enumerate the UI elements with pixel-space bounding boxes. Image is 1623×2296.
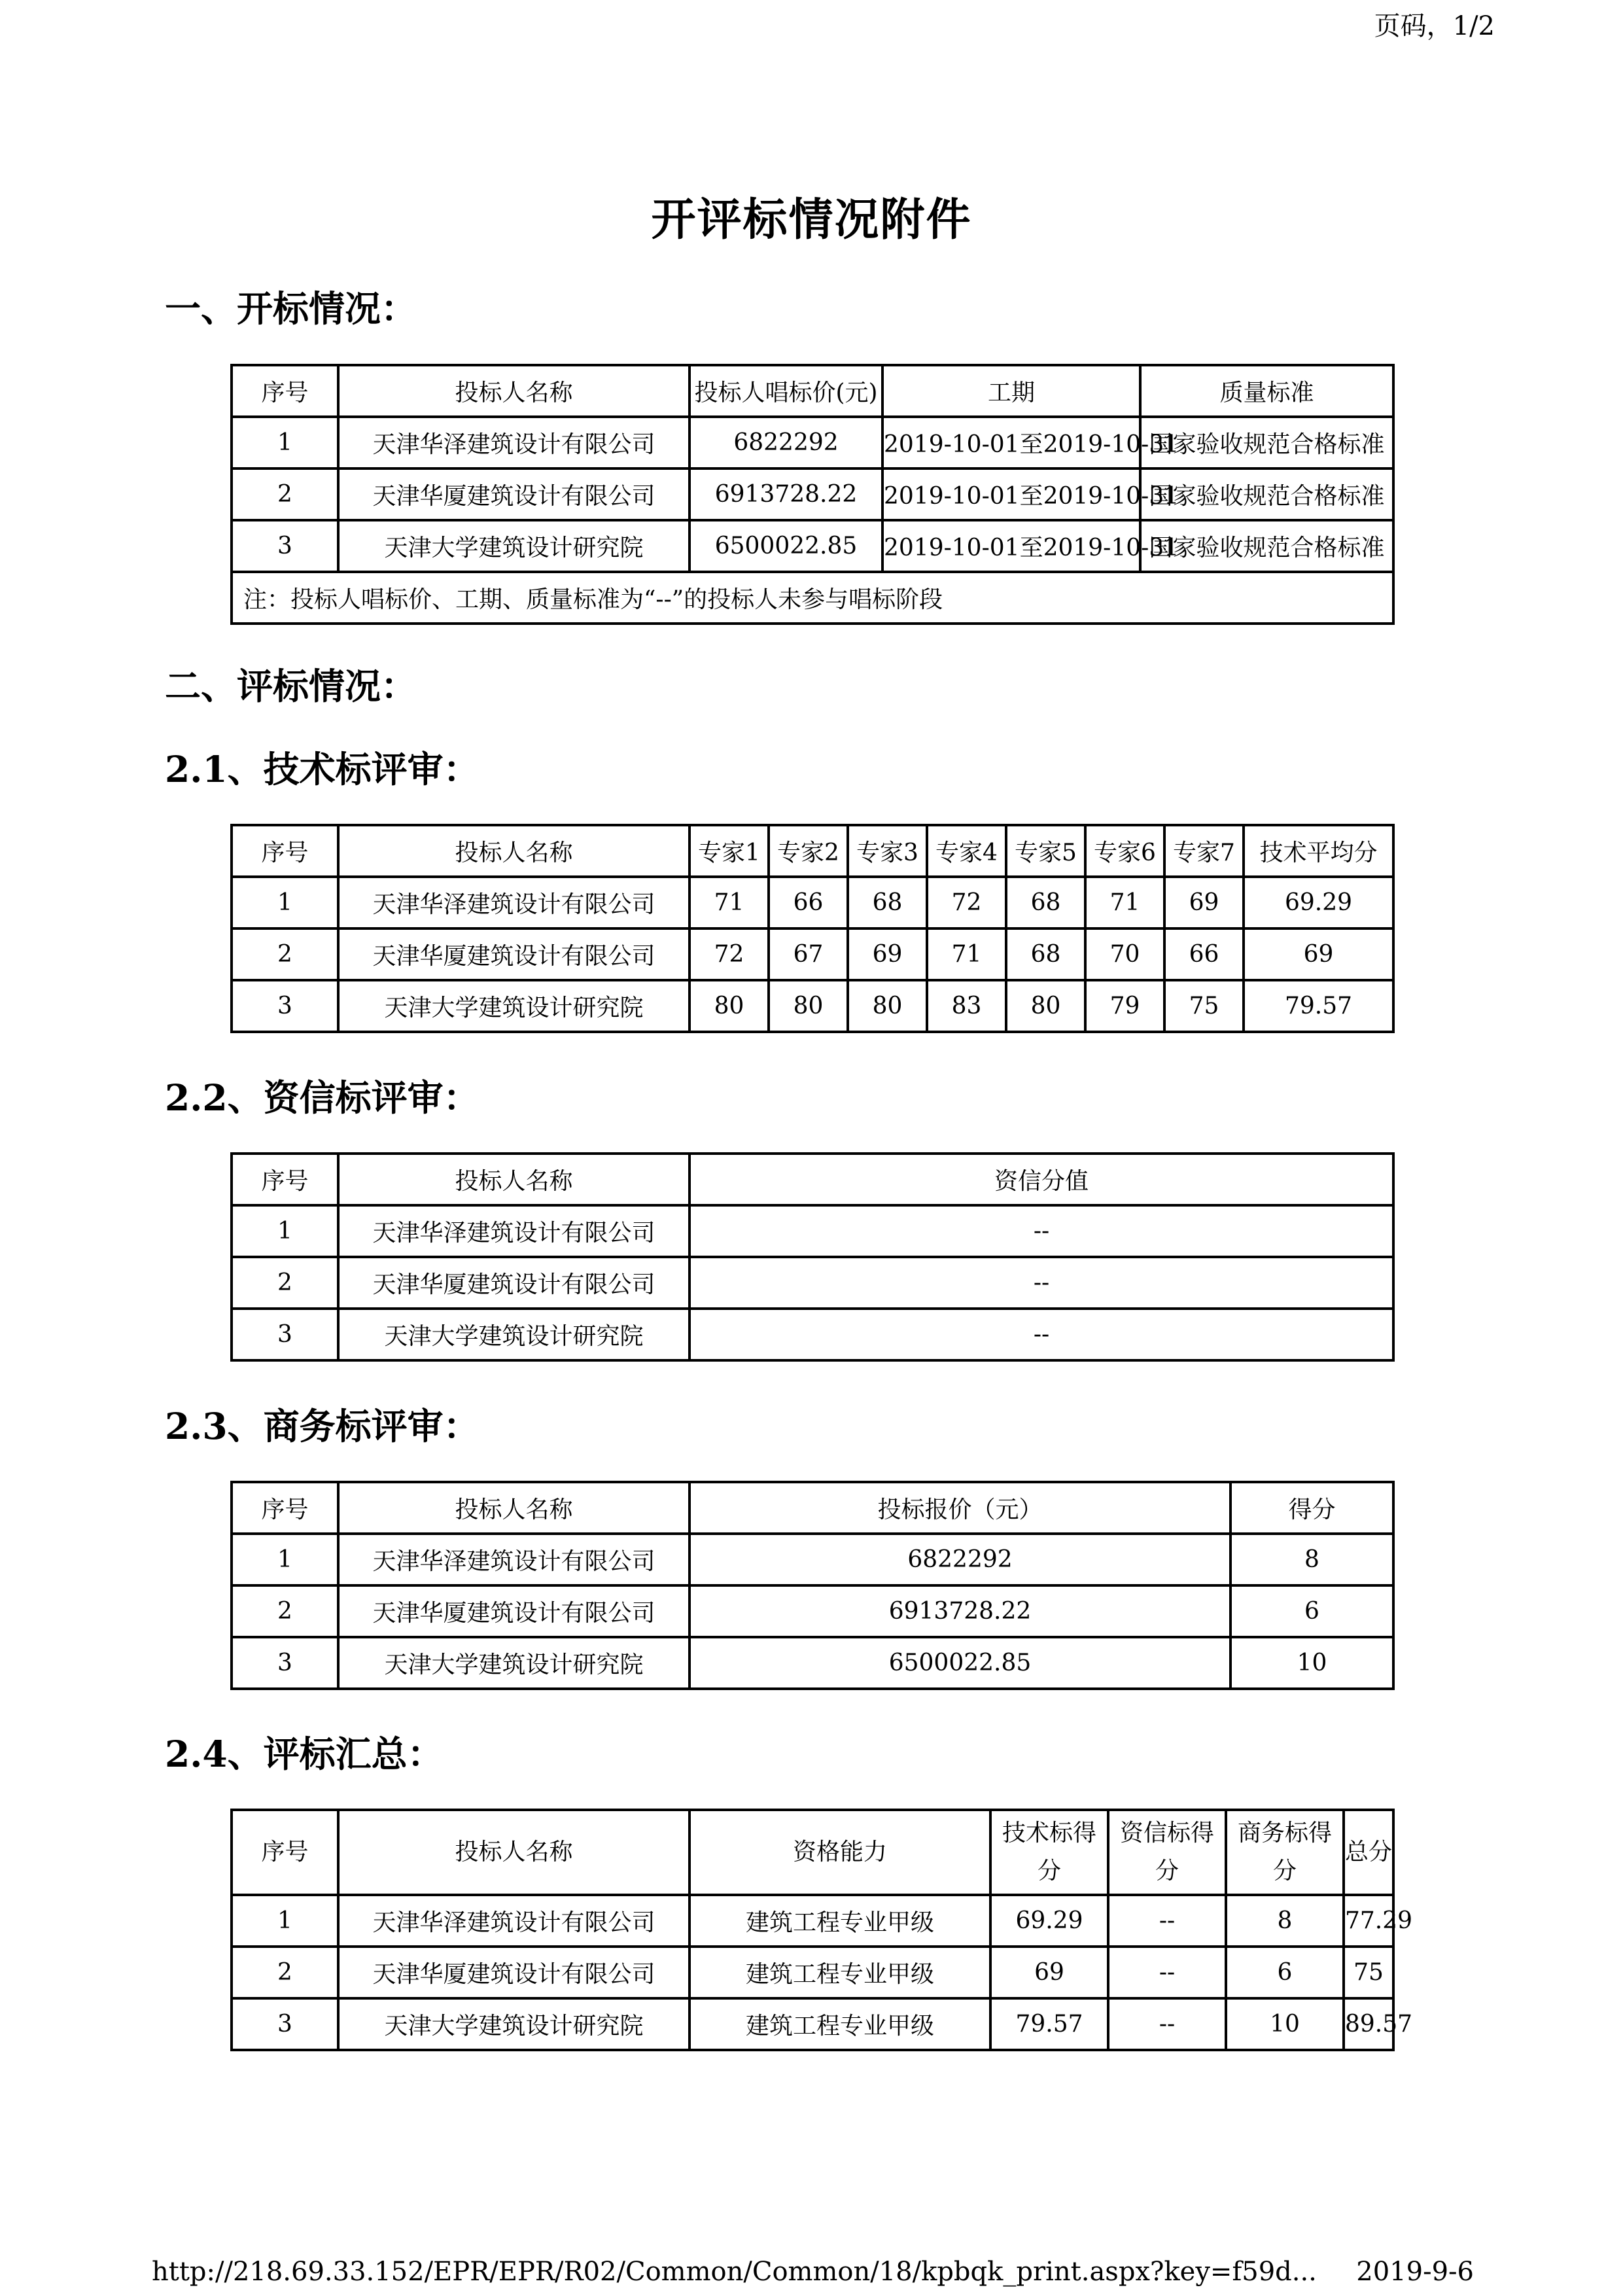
header-cell: 专家2 — [769, 825, 848, 877]
table-cell: 建筑工程专业甲级 — [689, 1998, 990, 2050]
table-cell: 天津大学建筑设计研究院 — [338, 1998, 689, 2050]
table-cell: -- — [689, 1205, 1393, 1257]
table-row — [232, 877, 1393, 928]
table-cell: 83 — [927, 980, 1006, 1032]
table-header-row — [232, 1810, 1393, 1895]
table-cell: 3 — [232, 1309, 338, 1360]
table-cell: 71 — [689, 877, 769, 928]
table-cell: 6822292 — [689, 1534, 1230, 1585]
table-cell: 1 — [232, 1205, 338, 1257]
table-cell: 69.29 — [1244, 877, 1393, 928]
table-cell: 国家验收规范合格标准 — [1140, 520, 1393, 572]
table-cell: 2 — [232, 1257, 338, 1309]
table-row — [232, 1257, 1393, 1309]
table-cell: 天津大学建筑设计研究院 — [338, 1637, 689, 1689]
table-cell: 80 — [848, 980, 927, 1032]
table-cell: 3 — [232, 980, 338, 1032]
table-cell: -- — [689, 1309, 1393, 1360]
table-note-row — [232, 572, 1393, 624]
table-cell: 天津华泽建筑设计有限公司 — [338, 1534, 689, 1585]
table-cell: 66 — [769, 877, 848, 928]
table-cell: 10 — [1226, 1998, 1344, 2050]
table-cell: 天津大学建筑设计研究院 — [338, 520, 689, 572]
header-cell: 商务标得分 — [1226, 1810, 1344, 1895]
table-cell: 天津华泽建筑设计有限公司 — [338, 1205, 689, 1257]
header-cell: 专家1 — [689, 825, 769, 877]
table-cell: 3 — [232, 1637, 338, 1689]
table-cell: 2 — [232, 1585, 338, 1637]
table-header-row — [232, 1154, 1393, 1205]
header-cell: 序号 — [232, 1154, 338, 1205]
table-cell: 8 — [1226, 1895, 1344, 1947]
header-cell: 工期 — [882, 365, 1140, 417]
table-cell: 89.57 — [1344, 1998, 1393, 2050]
table-cell: 天津华厦建筑设计有限公司 — [338, 1257, 689, 1309]
table-cell: 1 — [232, 877, 338, 928]
table-cell: 天津华泽建筑设计有限公司 — [338, 417, 689, 468]
table-cell: 69 — [990, 1947, 1108, 1998]
header-cell: 序号 — [232, 1810, 338, 1895]
table-row — [232, 417, 1393, 468]
header-cell: 投标人唱标价(元) — [689, 365, 882, 417]
credit-review-table — [230, 1152, 1395, 1362]
table-cell: 建筑工程专业甲级 — [689, 1895, 990, 1947]
table-row — [232, 928, 1393, 980]
page-number: 页码，1/2 — [1374, 11, 1495, 41]
table-row — [232, 980, 1393, 1032]
header-cell: 专家6 — [1085, 825, 1164, 877]
table-cell: 68 — [1006, 877, 1085, 928]
table-header-row — [232, 365, 1393, 417]
table-cell: 天津大学建筑设计研究院 — [338, 1309, 689, 1360]
table-cell: 2019-10-01至2019-10-31 — [882, 468, 1140, 520]
table-cell: 1 — [232, 1534, 338, 1585]
table-header-row — [232, 1482, 1393, 1534]
table-cell: 6 — [1230, 1585, 1393, 1637]
table-cell: 80 — [769, 980, 848, 1032]
footer-url: http://218.69.33.152/EPR/EPR/R02/Common/Common/18/kpbqk_print.aspx?key=f59d... — [152, 2257, 1317, 2287]
table-cell: 2 — [232, 1947, 338, 1998]
table-cell: 66 — [1164, 928, 1244, 980]
section-heading-credit: 2.2、资信标评审： — [165, 1076, 480, 1119]
table-row — [232, 1637, 1393, 1689]
header-cell: 投标人名称 — [338, 365, 689, 417]
header-cell: 资格能力 — [689, 1810, 990, 1895]
table-cell: -- — [1108, 1998, 1226, 2050]
header-cell: 技术标得分 — [990, 1810, 1108, 1895]
table-cell: 72 — [927, 877, 1006, 928]
table-row — [232, 1998, 1393, 2050]
table-cell: 69 — [1164, 877, 1244, 928]
table-cell: 2019-10-01至2019-10-31 — [882, 520, 1140, 572]
table-cell: 3 — [232, 1998, 338, 2050]
header-cell: 专家7 — [1164, 825, 1244, 877]
table-cell: -- — [689, 1257, 1393, 1309]
table-cell: 8 — [1230, 1534, 1393, 1585]
header-cell: 投标人名称 — [338, 1482, 689, 1534]
table-cell: 6913728.22 — [689, 468, 882, 520]
table-cell: 6 — [1226, 1947, 1344, 1998]
section-heading-technical: 2.1、技术标评审： — [165, 748, 480, 790]
table-cell: 75 — [1344, 1947, 1393, 1998]
table-cell: 10 — [1230, 1637, 1393, 1689]
table-cell: 80 — [1006, 980, 1085, 1032]
table-cell: 67 — [769, 928, 848, 980]
table-row — [232, 1585, 1393, 1637]
table-cell: 71 — [1085, 877, 1164, 928]
header-cell: 技术平均分 — [1244, 825, 1393, 877]
table-row — [232, 1534, 1393, 1585]
table-row — [232, 1205, 1393, 1257]
table-cell: 79 — [1085, 980, 1164, 1032]
table-cell: 72 — [689, 928, 769, 980]
table-cell: 天津华厦建筑设计有限公司 — [338, 468, 689, 520]
header-cell: 投标人名称 — [338, 825, 689, 877]
bid-opening-table — [230, 364, 1395, 625]
table-cell: 75 — [1164, 980, 1244, 1032]
header-cell: 序号 — [232, 365, 338, 417]
header-cell: 总分 — [1344, 1810, 1393, 1895]
table-cell: 2 — [232, 928, 338, 980]
section-heading-evaluation: 二、评标情况： — [165, 665, 417, 707]
section-heading-business: 2.3、商务标评审： — [165, 1405, 480, 1447]
table-cell: 天津华厦建筑设计有限公司 — [338, 1947, 689, 1998]
document-title: 开评标情况附件 — [651, 194, 972, 246]
table-cell: 2 — [232, 468, 338, 520]
table-cell: 天津华泽建筑设计有限公司 — [338, 877, 689, 928]
header-cell: 得分 — [1230, 1482, 1393, 1534]
header-cell: 序号 — [232, 825, 338, 877]
header-cell: 资信标得分 — [1108, 1810, 1226, 1895]
footer-date: 2019-9-6 — [1356, 2257, 1474, 2287]
business-review-table — [230, 1481, 1395, 1690]
table-cell: 国家验收规范合格标准 — [1140, 417, 1393, 468]
table-cell: 6500022.85 — [689, 1637, 1230, 1689]
header-cell: 投标报价（元） — [689, 1482, 1230, 1534]
table-row — [232, 1309, 1393, 1360]
section-heading-bid-opening: 一、开标情况： — [165, 287, 417, 330]
header-cell: 资信分值 — [689, 1154, 1393, 1205]
header-cell: 专家3 — [848, 825, 927, 877]
table-cell: 6822292 — [689, 417, 882, 468]
header-cell: 质量标准 — [1140, 365, 1393, 417]
table-cell: 68 — [1006, 928, 1085, 980]
table-cell: 天津华泽建筑设计有限公司 — [338, 1895, 689, 1947]
table-cell: 68 — [848, 877, 927, 928]
technical-review-table — [230, 824, 1395, 1033]
table-row — [232, 468, 1393, 520]
table-cell: 79.57 — [1244, 980, 1393, 1032]
table-row — [232, 1895, 1393, 1947]
table-cell: -- — [1108, 1895, 1226, 1947]
table-cell: 69 — [1244, 928, 1393, 980]
table-cell: 3 — [232, 520, 338, 572]
table-cell: 69.29 — [990, 1895, 1108, 1947]
table-cell: 天津大学建筑设计研究院 — [338, 980, 689, 1032]
header-cell: 投标人名称 — [338, 1154, 689, 1205]
header-cell: 序号 — [232, 1482, 338, 1534]
table-row — [232, 1947, 1393, 1998]
table-cell: 79.57 — [990, 1998, 1108, 2050]
section-heading-summary: 2.4、评标汇总： — [165, 1733, 444, 1775]
table-cell: 77.29 — [1344, 1895, 1393, 1947]
table-cell: 71 — [927, 928, 1006, 980]
table-cell: 1 — [232, 417, 338, 468]
table-cell: 天津华厦建筑设计有限公司 — [338, 928, 689, 980]
table-cell: 6913728.22 — [689, 1585, 1230, 1637]
table-cell: 天津华厦建筑设计有限公司 — [338, 1585, 689, 1637]
table-cell: 70 — [1085, 928, 1164, 980]
table-cell: 6500022.85 — [689, 520, 882, 572]
table-cell: 国家验收规范合格标准 — [1140, 468, 1393, 520]
header-cell: 投标人名称 — [338, 1810, 689, 1895]
table-cell: 1 — [232, 1895, 338, 1947]
table-cell: -- — [1108, 1947, 1226, 1998]
table-cell: 69 — [848, 928, 927, 980]
table-cell: 2019-10-01至2019-10-31 — [882, 417, 1140, 468]
header-cell: 专家4 — [927, 825, 1006, 877]
evaluation-summary-table — [230, 1809, 1413, 2051]
table-header-row — [232, 825, 1393, 877]
table-cell: 80 — [689, 980, 769, 1032]
table-note: 注：投标人唱标价、工期、质量标准为“--”的投标人未参与唱标阶段 — [232, 572, 1393, 624]
header-cell: 专家5 — [1006, 825, 1085, 877]
table-cell: 建筑工程专业甲级 — [689, 1947, 990, 1998]
table-row — [232, 520, 1393, 572]
